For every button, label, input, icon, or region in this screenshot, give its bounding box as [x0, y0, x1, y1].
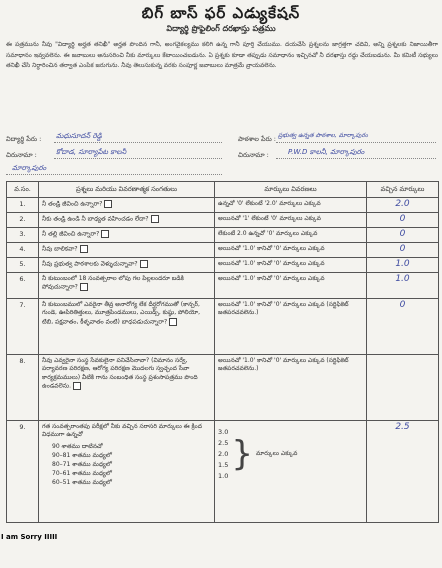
row-question: [39, 197, 215, 212]
row-question: [39, 354, 215, 420]
table-row: [7, 212, 439, 227]
row-question: [39, 212, 215, 227]
header-marks-info: మార్కులు వివరణలు: [215, 182, 367, 198]
school-name-value: ప్రభుత్వ ఉన్నత పాఠశాల, మార్కాపురం: [278, 132, 368, 139]
question-text: నీ తల్లి జీవించి ఉన్నారా?: [42, 230, 100, 237]
answer-checkbox[interactable]: [104, 200, 112, 208]
row-score[interactable]: 0: [367, 227, 439, 242]
table-row: [7, 420, 439, 522]
table-row: [7, 242, 439, 257]
address-value: కోదాడ, సూర్యాపేట కాలనీ: [56, 148, 127, 156]
row-question: [39, 227, 215, 242]
grade-line: 80–71 శాతము మధ్యలో: [52, 460, 112, 468]
address2-value: P.W.D కాలనీ, మార్కాపురం: [288, 148, 365, 156]
grade-line: 60–51 శాతము మధ్యలో: [52, 478, 112, 486]
table-header-row: [7, 182, 439, 198]
row-number: 4.: [7, 242, 39, 257]
row-marks: అయినచో '1.0' కానిచో '0' మార్కులు ఎక్కువ (సర్టిఫికెట్ జతపరచవలెను.): [215, 298, 367, 354]
table-row: [7, 197, 439, 212]
row-question: [39, 420, 215, 522]
grade-line: 90 శాతము దాటినచో: [52, 442, 103, 450]
table-row: [7, 272, 439, 298]
row-marks: అయినచో '1' లేకుంటే '0' మార్కులు ఎక్కువ: [215, 212, 367, 227]
row-marks: లేకుంటే 2.0 ఉన్నచో '0' మార్కులు ఎక్కువ: [215, 227, 367, 242]
question-text: నీ కుటుంబములో ఎవరైనా తీవ్ర అనారోగ్య లేక దీర్ఘరోగముతో (కాన్సర్, గుండె, ఊపిరితిత్తులు, మూత్రపిండములు, ఎయిడ్స్, కుష్ఠు, పోలియో, టిబి, పక్షవాతం, కీళ్ళవాతం వంటి) బాధపడుచున్నారా?: [42, 300, 201, 325]
form-subtitle: విద్యార్థి ప్రొఫైలింగ్ దరఖాస్తు పత్రము: [166, 24, 276, 33]
row-number: 8.: [7, 354, 39, 420]
question-text: నీవు ఎవ్వరైనా సంస్థ సేవకులైనా పనిచేసినావా? (విమానం సర్వే, పర్యావరణ పరిరక్షణ, ఆరోగ్య పరిరక్షణ మొదలగు స్వచ్ఛంద సేవా కార్యక్రమములు) వీటికి గాను సంబంధిత సంస్థ ప్రశంసాపత్రము పొంది ఉండవలెను.: [42, 356, 198, 390]
row-number: 7.: [7, 298, 39, 354]
grade-list: [52, 442, 211, 487]
row-marks-text: మార్కులు ఎక్కువ: [255, 449, 298, 457]
extra-handwritten-value: మార్కాపురం: [12, 164, 47, 172]
address-line: [54, 158, 222, 159]
row-question: [39, 298, 215, 354]
row-score[interactable]: [367, 354, 439, 420]
school-name-line: [276, 142, 436, 143]
question-text: గత సంవత్సరాంతపు పరీక్షలో నీకు వచ్చిన సరాసరి మార్కులు ఈ క్రింద విధముగా ఉన్నచో: [42, 422, 202, 438]
row-marks: అయినచో '1.0' కానిచో '0' మార్కులు ఎక్కువ: [215, 272, 367, 298]
table-row: [7, 354, 439, 420]
marks-scale: [218, 427, 363, 482]
intro-paragraph: ఈ పత్రమును నీవు "విద్యార్థి అర్హత తనిఖీ" అర్హత పొందిన గానీ, అంగవైకల్యము కలిగి ఉన్న గానీ పూర్తి చేయుము. దయచేసి ప్రశ్నలను జాగ్రత్తగా చదివి, అన్ని ప్రశ్నలకు నిజాయితీగా సమాధానం ఇవ్వవలెను. ఈ జవాబులు అనుసరించి నీకు మార్కులు కేటాయించబడును. ఏ ప్రశ్నకు కూడా తప్పుడు సమాధానం ఇచ్చినచో నీ దరఖాస్తు రద్దు చేయబడును. మీ కమిటీ సభ్యులు తనిఖీ చేసి నిర్ధారించిన తర్వాత ఎంపిక జరుగును. నీవు తెలుసుకున్న వరకు సంపూర్ణ జవాబులు మాత్రమే వ్రాయవలెను.: [6, 41, 438, 69]
row-marks: అయినచో '1.0' కానిచో '0' మార్కులు ఎక్కువ: [215, 242, 367, 257]
row-question: [39, 272, 215, 298]
grade-line: 70–61 శాతము మధ్యలో: [52, 469, 112, 477]
brace-icon: }: [231, 434, 253, 474]
row-number: 6.: [7, 272, 39, 298]
scale-value: 2.0: [218, 449, 229, 458]
header-score: వచ్చిన మార్కులు: [367, 182, 439, 198]
question-text: నీ కుటుంబంలో 18 సంవత్సరాల లోపు గల పిల్లలందరూ బడికి పోవుచున్నారా?: [42, 274, 184, 291]
answer-checkbox[interactable]: [151, 215, 159, 223]
question-text: నీవు ప్రభుత్వ పాఠశాలకు వెళ్ళుచున్నావా?: [42, 260, 138, 267]
question-text: నీ తండ్రి జీవించి ఉన్నారా?: [42, 200, 103, 207]
row-score[interactable]: 0: [367, 298, 439, 354]
student-name-line: [54, 142, 222, 143]
answer-checkbox[interactable]: [80, 245, 88, 253]
header-question: ప్రశ్నలు మరియు వివరణాత్మక సంగతులు: [39, 182, 215, 198]
address2-line: [276, 158, 436, 159]
watermark-label: I am Sorry IIIII: [1, 533, 58, 541]
table-row: [7, 298, 439, 354]
row-score[interactable]: 0: [367, 212, 439, 227]
grade-line: 90–81 శాతము మధ్యలో: [52, 451, 112, 459]
answer-checkbox[interactable]: [73, 382, 81, 390]
row-number: 5.: [7, 257, 39, 272]
row-score[interactable]: 2.5: [367, 420, 439, 522]
row-marks: అయినచో '1.0' కానిచో '0' మార్కులు ఎక్కువ: [215, 257, 367, 272]
student-name-value: మధుసూదన్ రెడ్డి: [56, 132, 102, 140]
answer-checkbox[interactable]: [140, 260, 148, 268]
row-question: [39, 257, 215, 272]
table-row: [7, 227, 439, 242]
row-score[interactable]: 1.0: [367, 257, 439, 272]
answer-checkbox[interactable]: [80, 283, 88, 291]
school-name-label: పాఠశాల పేరు :: [238, 135, 276, 143]
form-title: బిగ్ బాస్ ఫర్ ఎడ్యుకేషన్: [141, 4, 301, 22]
row-number: 3.: [7, 227, 39, 242]
table-row: [7, 257, 439, 272]
scale-value: 2.5: [218, 438, 229, 447]
row-marks: అయినచో '1.0' కానిచో '0' మార్కులు ఎక్కువ (సర్టిఫికెట్ జతపరచవలెను.): [215, 354, 367, 420]
row-question: [39, 242, 215, 257]
scale-value: 3.0: [218, 427, 229, 436]
header-serial: వ.సం.: [7, 182, 39, 198]
scale-value: 1.5: [218, 460, 229, 469]
row-number: 2.: [7, 212, 39, 227]
student-name-label: విద్యార్థి పేరు :: [6, 135, 42, 143]
address2-label: చిరునామా :: [238, 151, 269, 159]
row-score[interactable]: 1.0: [367, 272, 439, 298]
row-score[interactable]: 2.0: [367, 197, 439, 212]
extra-line: [6, 174, 222, 175]
address-label: చిరునామా :: [6, 151, 37, 159]
questions-table: [6, 181, 439, 523]
answer-checkbox[interactable]: [101, 230, 109, 238]
row-marks: [215, 420, 367, 522]
scale-value: 1.0: [218, 471, 229, 480]
answer-checkbox[interactable]: [169, 318, 177, 326]
question-text: నీవు బాలికవా?: [42, 245, 78, 252]
row-score[interactable]: 0: [367, 242, 439, 257]
row-number: 1.: [7, 197, 39, 212]
question-text: నీకు తండ్రి ఉండి నీ బాధ్యత వహించడం లేదా?: [42, 215, 149, 222]
row-number: 9.: [7, 420, 39, 522]
scale-values: [218, 427, 228, 482]
row-marks: ఉన్నచో '0' లేకుంటే '2.0' మార్కులు ఎక్కువ: [215, 197, 367, 212]
